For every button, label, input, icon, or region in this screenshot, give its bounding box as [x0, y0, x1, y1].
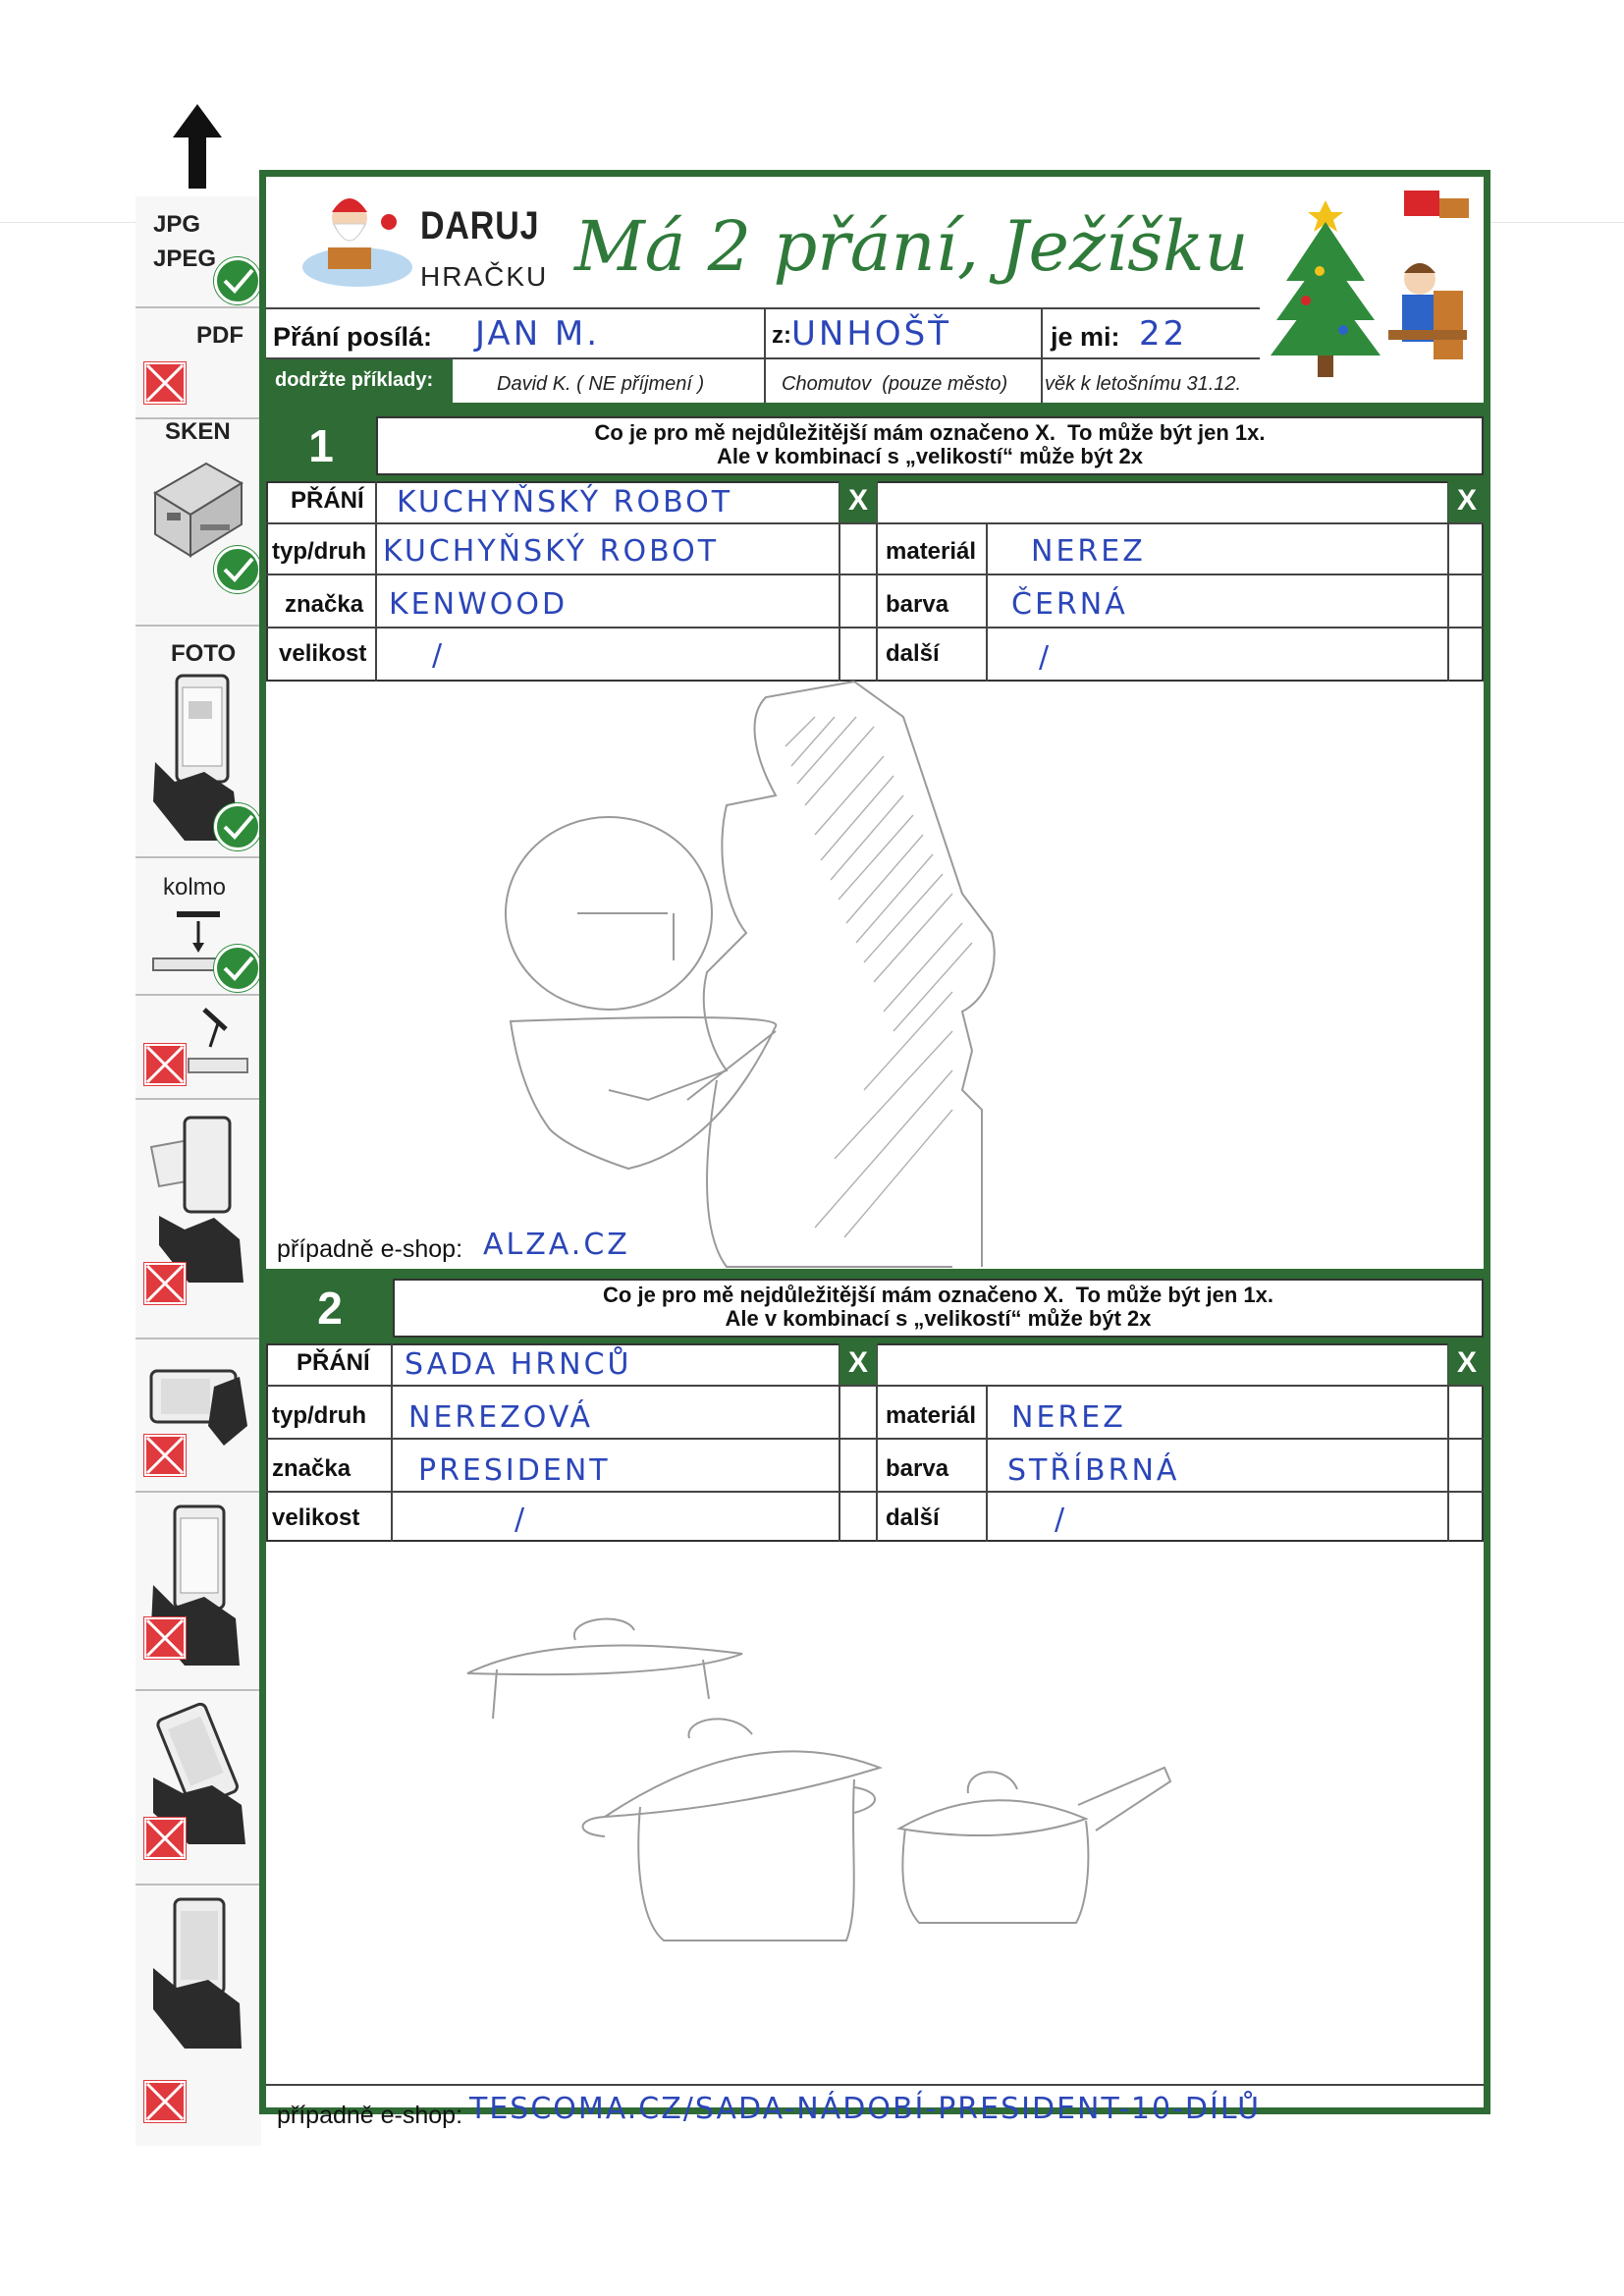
check-icon — [214, 803, 261, 850]
sender-label: Přání posílá: — [273, 322, 433, 352]
type-value: KUCHYŇSKÝ ROBOT — [383, 534, 720, 569]
cell-divider — [1041, 359, 1043, 403]
row-line — [266, 522, 1484, 524]
cross-icon — [143, 1043, 187, 1086]
type-value: NEREZOVÁ — [408, 1400, 593, 1435]
format-jpg-label: JPG — [153, 211, 201, 238]
cell-divider — [764, 359, 766, 403]
size-label: velikost — [272, 1504, 360, 1531]
sidebar-divider — [135, 1491, 261, 1493]
col-line — [391, 1343, 393, 1542]
sidebar-divider — [135, 1098, 261, 1100]
color-label: barva — [886, 1455, 949, 1482]
size-label: velikost — [279, 640, 367, 667]
eshop-value: ALZA.CZ — [483, 1228, 630, 1262]
cell-divider — [764, 309, 766, 358]
sidebar-divider — [135, 856, 261, 858]
priority-x-mark: X — [839, 479, 877, 522]
format-perpendicular-label: kolmo — [163, 874, 227, 901]
sidebar-divider — [135, 625, 261, 627]
color-value: STŘÍBRNÁ — [1007, 1453, 1180, 1488]
cell-divider — [1041, 309, 1043, 358]
sidebar-divider — [135, 1884, 261, 1886]
format-sidebar — [135, 196, 261, 2146]
size-value: / — [432, 638, 446, 673]
wish-label: PŘÁNÍ — [291, 487, 364, 514]
from-label: z: — [772, 322, 791, 349]
wish-label: PŘÁNÍ — [297, 1349, 370, 1376]
brand-value: PRESIDENT — [418, 1453, 611, 1488]
from-value: UNHOŠŤ — [791, 314, 951, 354]
instruction-line-1: Co je pro mě nejdůležitější mám označeno X. To může být jen 1x. — [594, 420, 1266, 445]
christmas-tree-icon — [1267, 183, 1483, 399]
row-line — [266, 574, 1484, 575]
age-value: 22 — [1139, 314, 1188, 354]
wish-number: 1 — [266, 416, 376, 475]
food-processor-sketch — [491, 678, 1080, 1277]
brand-label: značka — [272, 1455, 352, 1482]
row-line — [266, 1491, 1484, 1493]
material-value: NEREZ — [1011, 1400, 1126, 1435]
page-title: Má 2 přání, Ježíšku — [574, 206, 1249, 287]
cross-icon — [143, 361, 187, 405]
cross-icon — [143, 1434, 187, 1477]
eshop-top-line — [266, 2084, 1484, 2086]
color-label: barva — [886, 591, 949, 618]
cross-icon — [143, 1817, 187, 1860]
material-value: NEREZ — [1031, 534, 1146, 569]
col-line — [986, 1385, 988, 1542]
instruction-line-2: Ale v kombinací s „velikostí“ může být 2x — [725, 1306, 1152, 1331]
col-line — [375, 481, 377, 682]
priority-x-mark: X — [839, 1341, 877, 1385]
phone-close-hand-icon — [145, 1893, 253, 2050]
other-value: / — [1039, 640, 1053, 675]
check-icon — [214, 546, 261, 593]
type-label: typ/druh — [272, 538, 366, 565]
example-age: věk k letošnímu 31.12. — [1045, 373, 1242, 395]
sidebar-divider — [135, 1689, 261, 1691]
eshop-label: případně e-shop: — [277, 1235, 463, 1263]
cross-icon — [143, 1616, 187, 1660]
wish-separator — [266, 1269, 1484, 1279]
sender-value: JAN M. — [475, 314, 601, 354]
other-label: další — [886, 640, 940, 667]
brand-label: značka — [285, 591, 364, 618]
check-icon — [214, 257, 261, 304]
sidebar-divider — [135, 994, 261, 996]
format-photo-label: FOTO — [171, 640, 237, 667]
age-label: je mi: — [1051, 322, 1120, 352]
instruction-line-2: Ale v kombinací s „velikostí“ může být 2x — [716, 444, 1144, 468]
example-city: Chomutov (pouze město) — [782, 373, 1008, 395]
other-label: další — [886, 1504, 940, 1531]
other-value: / — [1055, 1503, 1068, 1537]
eshop-label: případně e-shop: — [277, 2102, 463, 2129]
color-value: ČERNÁ — [1011, 587, 1128, 622]
up-arrow-icon — [173, 104, 222, 189]
material-label: materiál — [886, 538, 977, 565]
brand-value: KENWOOD — [389, 587, 568, 622]
examples-label: dodržte příklady: — [275, 369, 434, 391]
row-line — [266, 1385, 1484, 1387]
format-jpeg-label: JPEG — [153, 246, 217, 272]
cross-icon — [143, 1262, 187, 1305]
scanner-icon — [147, 454, 245, 562]
wish-value: SADA HRNCŮ — [405, 1347, 632, 1382]
size-value: / — [514, 1503, 528, 1537]
examples-bottom — [266, 403, 1484, 416]
wish-value: KUCHYŇSKÝ ROBOT — [397, 485, 733, 519]
santa-logo-icon — [298, 189, 416, 291]
cross-icon — [143, 2080, 187, 2123]
phone-angle-icon — [145, 1108, 253, 1285]
type-label: typ/druh — [272, 1402, 366, 1429]
logo-hracku: HRAČKU — [420, 261, 549, 292]
instruction-line-1: Co je pro mě nejdůležitější mám označeno X. To může být jen 1x. — [603, 1283, 1273, 1307]
format-pdf-label: PDF — [196, 322, 244, 349]
header-divider — [266, 307, 1260, 309]
row-line — [266, 627, 1484, 629]
priority-x-mark: X — [1448, 1341, 1486, 1385]
format-scan-label: SKEN — [165, 418, 231, 445]
sidebar-divider — [135, 306, 261, 308]
material-label: materiál — [886, 1402, 977, 1429]
row-line — [266, 1438, 1484, 1440]
sidebar-divider — [135, 1338, 261, 1339]
eshop-value: TESCOMA.CZ/SADA-NÁDOBÍ-PRESIDENT-10-DÍLŮ — [469, 2092, 1262, 2126]
cookware-set-sketch — [458, 1611, 1204, 1984]
wish-number: 2 — [266, 1279, 394, 1338]
col-line — [986, 522, 988, 682]
priority-x-mark: X — [1448, 479, 1486, 522]
check-icon — [214, 945, 261, 992]
logo-daruj: DARUJ — [420, 204, 540, 247]
example-name: David K. ( NE příjmení ) — [497, 373, 705, 395]
